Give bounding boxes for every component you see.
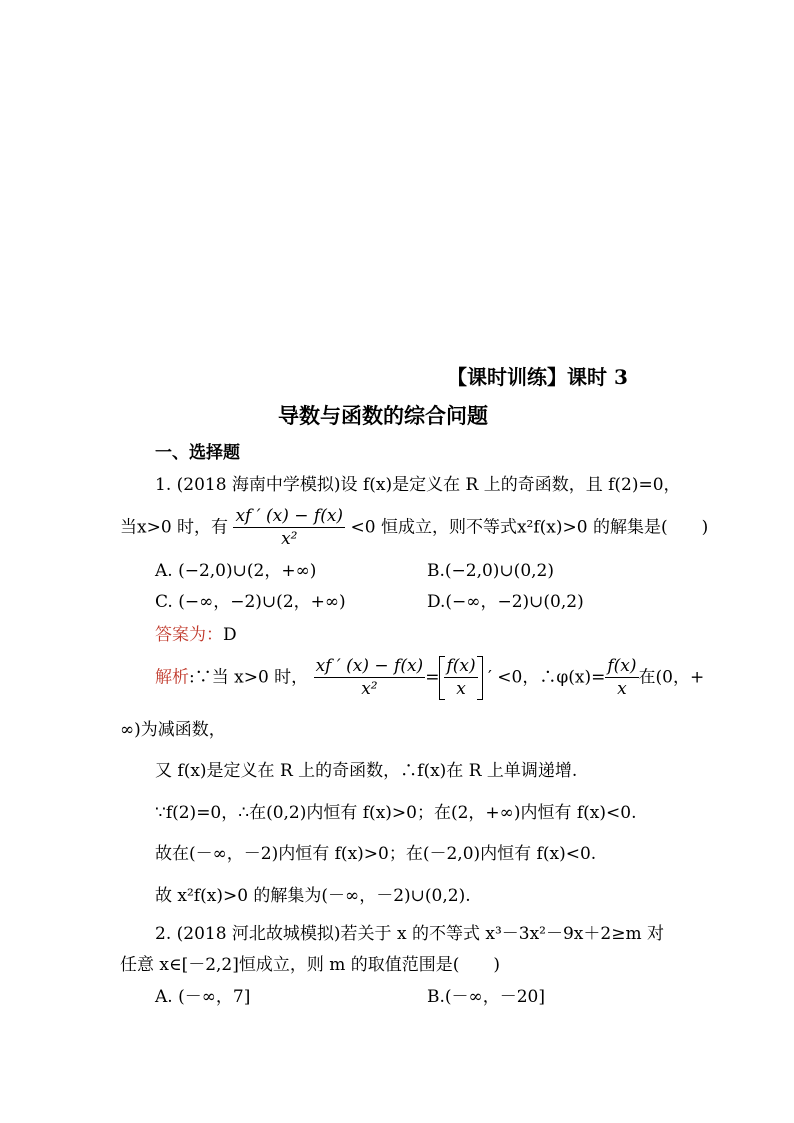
answer-label: 答案为： bbox=[155, 625, 223, 645]
q1-fraction-den: x² bbox=[281, 529, 298, 549]
analysis-text-b: ′ <0，∴φ(x)= bbox=[488, 667, 606, 688]
bracket-fraction-num: f(x) bbox=[446, 656, 476, 676]
q1-option-a: A. (−2,0)∪(2，+∞) bbox=[155, 561, 317, 581]
q2-line1: 2. (2018 河北故城模拟)若关于 x 的不等式 x³－3x²－9x＋2≥m 对 bbox=[155, 924, 664, 944]
phi-fraction-num: f(x) bbox=[607, 656, 637, 676]
answer-value: D bbox=[223, 625, 237, 645]
q1-analysis-p2: 又 f(x)是定义在 R 上的奇函数，∴f(x)在 R 上单调递增. bbox=[155, 761, 578, 781]
q1-line2-prefix: 当x>0 时，有 bbox=[120, 517, 229, 538]
q1-analysis-line1 bbox=[155, 656, 704, 700]
q1-analysis-tail: ∞)为减函数， bbox=[120, 720, 226, 740]
q1-fraction bbox=[233, 508, 345, 548]
q1-line1: 1. (2018 海南中学模拟)设 f(x)是定义在 R 上的奇函数，且 f(2)=0， bbox=[155, 475, 681, 495]
analysis-bracket bbox=[439, 656, 482, 700]
analysis-eq: = bbox=[425, 667, 440, 688]
q1-analysis-p4: 故在(－∞，－2)内恒有 f(x)>0；在(－2,0)内恒有 f(x)<0. bbox=[155, 844, 597, 864]
section-heading: 一、选择题 bbox=[155, 443, 240, 463]
analysis-fraction-den: x² bbox=[361, 679, 378, 699]
q1-answer bbox=[155, 627, 237, 644]
analysis-label: 解析 bbox=[155, 667, 189, 688]
analysis-fraction-num: xf ′ (x) − f(x) bbox=[315, 656, 424, 676]
q2-option-a: A. (－∞，7] bbox=[155, 987, 251, 1007]
page-title: 导数与函数的综合问题 bbox=[278, 403, 488, 428]
analysis-text-a: :∵当 x>0 时， bbox=[189, 667, 309, 688]
analysis-fraction bbox=[314, 658, 426, 698]
lesson-label: 【课时训练】课时 3 bbox=[447, 365, 628, 389]
analysis-text-c: 在(0，+ bbox=[638, 667, 705, 688]
q1-fraction-num: xf ′ (x) − f(x) bbox=[235, 506, 344, 526]
q2-option-b: B.(－∞，－20] bbox=[427, 987, 545, 1007]
q1-line2 bbox=[120, 508, 708, 548]
phi-fraction-den: x bbox=[617, 679, 627, 699]
phi-fraction bbox=[605, 658, 638, 698]
q1-option-c: C. (−∞，−2)∪(2，+∞) bbox=[155, 592, 346, 612]
q1-analysis-p5: 故 x²f(x)>0 的解集为(－∞，－2)∪(0,2). bbox=[155, 886, 471, 906]
bracket-fraction-den: x bbox=[456, 679, 466, 699]
q1-line2-suffix: <0 恒成立，则不等式x²f(x)>0 的解集是( ) bbox=[350, 517, 709, 538]
q2-line2: 任意 x∈[－2,2]恒成立，则 m 的取值范围是( ) bbox=[120, 955, 501, 975]
q1-analysis-p3: ∵f(2)=0，∴在(0,2)内恒有 f(x)>0；在(2，+∞)内恒有 f(x)<0. bbox=[155, 803, 637, 823]
q1-option-d: D.(−∞，−2)∪(0,2) bbox=[427, 592, 584, 612]
q1-option-b: B.(−2,0)∪(0,2) bbox=[427, 561, 554, 581]
